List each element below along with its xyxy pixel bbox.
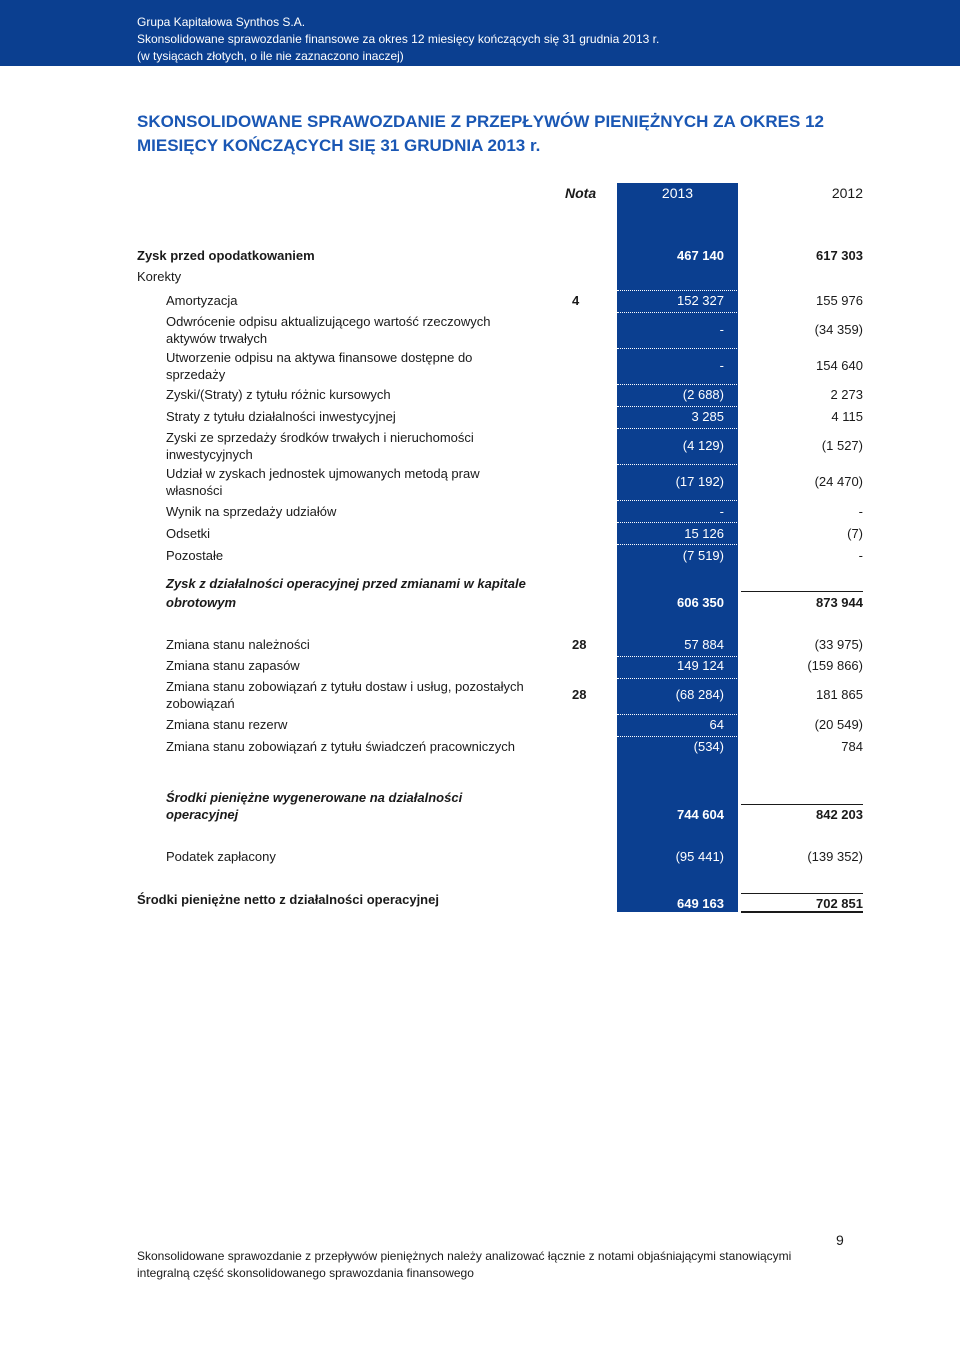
row-label-continued: operacyjnej	[166, 807, 239, 822]
row-separator	[617, 464, 863, 465]
value-2012: (34 359)	[814, 322, 863, 337]
value-2012: 2 273	[830, 387, 863, 402]
value-2013: 57 884	[684, 637, 724, 652]
row-label: Zmiana stanu zobowiązań z tytułu świadczeń pracowniczych	[166, 739, 516, 754]
row-label: Zmiana stanu rezerw	[166, 717, 288, 732]
value-2012: (20 549)	[814, 717, 863, 732]
row-label: Wynik na sprzedaży udziałów	[166, 504, 337, 519]
row-label: Zyski/(Straty) z tytułu różnic kursowych	[166, 387, 391, 402]
value-2012: -	[858, 548, 863, 563]
column-header-2012: 2012	[831, 185, 863, 201]
row-separator	[617, 406, 863, 407]
value-2013: 649 163	[677, 896, 724, 911]
row-label-continued: inwestycyjnych	[166, 447, 253, 462]
row-separator	[617, 736, 863, 737]
row-label: Amortyzacja	[166, 293, 238, 308]
row-label: Udział w zyskach jednostek ujmowanych metodą praw	[166, 466, 480, 481]
row-label: Środki pieniężne netto z działalności operacyjnej	[137, 892, 439, 907]
row-separator	[617, 678, 863, 679]
column-header-nota: Nota	[565, 185, 597, 201]
row-separator	[617, 348, 863, 349]
row-label: Zyski ze sprzedaży środków trwałych i nieruchomości	[166, 430, 474, 445]
row-separator	[617, 312, 863, 313]
row-label: Zmiana stanu zapasów	[166, 658, 300, 673]
footer-line-1: Skonsolidowane sprawozdanie z przepływów pieniężnych należy analizować łącznie z notami objaśniającymi stanowiącymi	[137, 1249, 792, 1263]
row-separator	[617, 384, 863, 385]
value-2013: 3 285	[691, 409, 724, 424]
value-2012: (139 352)	[807, 849, 863, 864]
note-ref: 28	[572, 687, 587, 702]
row-label-continued: własności	[166, 483, 223, 498]
row-separator	[617, 544, 863, 545]
value-2012: 873 944	[816, 595, 863, 610]
footer-note	[137, 1248, 817, 1282]
row-separator	[617, 428, 863, 429]
page-title: SKONSOLIDOWANE SPRAWOZDANIE Z PRZEPŁYWÓW PIENIĘŻNYCH ZA OKRES 12 MIESIĘCY KOŃCZĄCYCH SIĘ 31 GRUDNIA 2013 r.	[137, 112, 824, 155]
value-2012: 784	[841, 739, 863, 754]
row-label: Odsetki	[166, 526, 211, 541]
row-label: Odwrócenie odpisu aktualizującego wartość rzeczowych	[166, 314, 491, 329]
value-2012: (159 866)	[807, 658, 863, 673]
row-label: Zmiana stanu należności	[166, 637, 310, 652]
value-2012: (33 975)	[814, 637, 863, 652]
note-ref: 4	[572, 293, 580, 308]
value-2012: 617 303	[816, 248, 863, 263]
value-2012: 154 640	[816, 358, 863, 373]
value-2012: 181 865	[816, 687, 863, 702]
row-label-continued: obrotowym	[166, 595, 237, 610]
value-2013: (95 441)	[675, 849, 724, 864]
value-2013: 606 350	[677, 595, 724, 610]
value-2013: -	[719, 358, 724, 373]
note-ref: 28	[572, 637, 587, 652]
value-2013: (4 129)	[682, 438, 724, 453]
value-2013: (68 284)	[675, 687, 724, 702]
row-separator	[617, 522, 863, 523]
row-label: Środki pieniężne wygenerowane na działalności	[166, 790, 463, 805]
value-2013: 467 140	[677, 248, 724, 263]
value-2013: (17 192)	[675, 474, 724, 489]
value-2013: 744 604	[677, 807, 724, 822]
value-2013: (2 688)	[682, 387, 724, 402]
value-2012: (24 470)	[814, 474, 863, 489]
row-label-continued: sprzedaży	[166, 367, 226, 382]
row-label: Straty z tytułu działalności inwestycyjnej	[166, 409, 396, 424]
value-2013: 15 126	[684, 526, 724, 541]
value-2013: 149 124	[677, 658, 724, 673]
units-note: (w tysiącach złotych, o ile nie zaznaczono inaczej)	[137, 49, 404, 63]
row-label: Podatek zapłacony	[166, 849, 276, 864]
value-2012: 4 115	[831, 409, 863, 424]
row-label-continued: aktywów trwałych	[166, 331, 268, 346]
total-rule-top	[741, 893, 863, 894]
value-2012: -	[858, 504, 863, 519]
value-2012: 702 851	[816, 896, 863, 911]
value-2013: 152 327	[677, 293, 724, 308]
value-2013: -	[719, 504, 724, 519]
value-2012: 842 203	[816, 807, 863, 822]
page-number: 9	[836, 1232, 844, 1248]
row-label: Zysk przed opodatkowaniem	[137, 248, 315, 263]
row-label-continued: zobowiązań	[166, 696, 235, 711]
document-header	[0, 0, 960, 66]
row-label: Korekty	[137, 269, 182, 284]
value-2013: (534)	[693, 739, 724, 754]
value-2012: (1 527)	[821, 438, 863, 453]
row-label: Zysk z działalności operacyjnej przed zmianami w kapitale	[166, 576, 526, 591]
value-2012: 155 976	[816, 293, 863, 308]
value-2012: (7)	[847, 526, 863, 541]
subtotal-rule	[741, 591, 863, 592]
column-header-2013: 2013	[661, 185, 694, 201]
row-label: Pozostałe	[166, 548, 224, 563]
value-2013: 64	[709, 717, 724, 732]
company-name: Grupa Kapitałowa Synthos S.A.	[137, 15, 306, 29]
row-label: Utworzenie odpisu na aktywa finansowe dostępne do	[166, 350, 473, 365]
total-rule-bottom	[741, 911, 863, 913]
report-name: Skonsolidowane sprawozdanie finansowe za okres 12 miesięcy kończących się 31 grudnia 2013 r.	[137, 32, 660, 46]
value-2013: -	[719, 322, 724, 337]
subtotal-rule	[741, 804, 863, 805]
row-label: Zmiana stanu zobowiązań z tytułu dostaw i usług, pozostałych	[166, 679, 524, 694]
row-separator	[617, 500, 863, 501]
footer-line-2: integralną część skonsolidowanego sprawozdania finansowego	[137, 1266, 474, 1280]
value-2013: (7 519)	[682, 548, 724, 563]
row-separator	[617, 290, 863, 291]
row-separator	[617, 714, 863, 715]
